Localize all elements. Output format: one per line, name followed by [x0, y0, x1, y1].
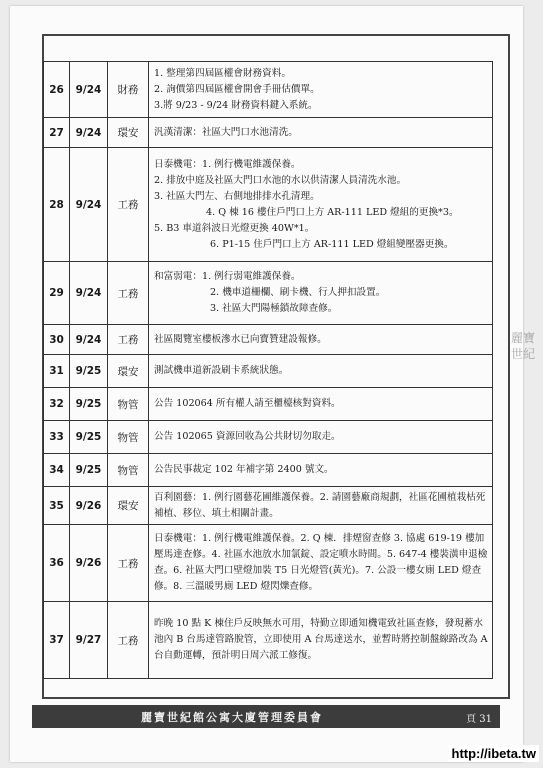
table-row: [44, 62, 493, 118]
description-line: 社區閱覽室樓板滲水已向寶贊建設報修。: [154, 333, 327, 345]
row-number: 28: [44, 148, 70, 262]
description-line: 公告民事裁定 102 年補字第 2400 號文。: [154, 464, 334, 475]
description-line: 3.將 9/23 - 9/24 財務資料鍵入系統。: [154, 99, 318, 111]
description-line: 日泰機電：1. 例行機電維護保養。: [154, 158, 301, 170]
row-number: 29: [44, 262, 70, 325]
row-description: [149, 355, 493, 388]
row-date: 9/27: [70, 602, 108, 679]
description-line: 日泰機電：1. 例行機電維護保養。2. Q 棟．排煙窗查修 3. 協處 619-19 樓加壓馬達查修。4. 社區水池放水加氯錠、設定噴水時間。5. 647-4 樓裝潢申退檢查。6. 社區大門口壁燈加裝 T5 日光燈管(黃光)。7. 公設一樓女廁 LED 燈查修。8. 三溫暖男廁 LED 燈閃爍查修。: [154, 533, 488, 592]
row-description: [149, 118, 493, 148]
row-category: 工務: [108, 602, 149, 679]
row-date: 9/26: [70, 525, 108, 602]
table-row: [44, 602, 493, 679]
row-date: 9/26: [70, 487, 108, 525]
row-category: 環安: [108, 487, 149, 525]
row-description: [149, 454, 493, 487]
table-row: [44, 454, 493, 487]
row-date: 9/24: [70, 118, 108, 148]
row-description: [149, 148, 493, 262]
row-date: 9/25: [70, 421, 108, 454]
description-line: 3. 社區大門陽極鎖故障查修。: [210, 303, 338, 314]
table-row: [44, 325, 493, 355]
description-line: 測試機車道新設刷卡系統狀態。: [154, 365, 289, 376]
work-log-table: [43, 61, 493, 679]
row-number: 31: [44, 355, 70, 388]
table-row: [44, 421, 493, 454]
row-date: 9/25: [70, 388, 108, 421]
table-row: [44, 525, 493, 602]
table-row: [44, 355, 493, 388]
row-date: 9/25: [70, 454, 108, 487]
description-line: 4. Q 棟 16 樓住戶門口上方 AR-111 LED 燈組的更換*3。: [206, 206, 459, 218]
row-date: 9/25: [70, 355, 108, 388]
row-category: 物管: [108, 421, 149, 454]
site-watermark: http://ibeta.tw: [449, 745, 540, 762]
description-line: 6. P1-15 住戶門口上方 AR-111 LED 燈組變壓器更換。: [210, 238, 454, 250]
row-category: 工務: [108, 262, 149, 325]
table-row: [44, 148, 493, 262]
description-line: 2. 排放中庭及社區大門口水池的水以供清潔人員清洗水池。: [154, 174, 407, 186]
row-category: 財務: [108, 62, 149, 118]
row-number: 34: [44, 454, 70, 487]
table-row: [44, 487, 493, 525]
description-line: 汎漢清潔：社區大門口水池清洗。: [154, 126, 298, 138]
row-description: [149, 525, 493, 602]
description-line: 2. 機車道柵欄、刷卡機、行人押扣設置。: [210, 287, 386, 298]
row-category: 工務: [108, 525, 149, 602]
description-line: 公告 102065 資源回收為公共財切勿取走。: [154, 431, 341, 442]
description-line: 和富弱電：1. 例行弱電維護保養。: [154, 271, 301, 282]
row-date: 9/24: [70, 325, 108, 355]
row-category: 物管: [108, 388, 149, 421]
row-description: [149, 388, 493, 421]
row-number: 35: [44, 487, 70, 525]
table-row: [44, 118, 493, 148]
row-description: [149, 62, 493, 118]
row-description: [149, 325, 493, 355]
row-number: 33: [44, 421, 70, 454]
description-line: 公告 102064 所有權人請至櫃檯核對資料。: [154, 398, 341, 409]
table-row: [44, 262, 493, 325]
side-stamp: 麗寶世紀: [511, 331, 536, 361]
row-description: [149, 487, 493, 525]
footer-title: 麗寶世紀館公寓大廈管理委員會: [141, 711, 323, 724]
description-line: 2. 詢價第四屆區權會開會手冊估價單。: [154, 83, 320, 95]
row-number: 32: [44, 388, 70, 421]
row-category: 工務: [108, 325, 149, 355]
description-line: 1. 整理第四屆區權會財務資料。: [154, 67, 291, 79]
row-description: [149, 602, 493, 679]
row-date: 9/24: [70, 262, 108, 325]
row-number: 26: [44, 62, 70, 118]
row-date: 9/24: [70, 148, 108, 262]
description-line: 百利園藝：1. 例行園藝花圃維護保養。2. 請園藝廠商規劃，社區花圃植栽枯死補植、移位、填土相關計畫。: [154, 491, 486, 519]
row-number: 36: [44, 525, 70, 602]
row-number: 37: [44, 602, 70, 679]
row-category: 環安: [108, 118, 149, 148]
row-date: 9/24: [70, 62, 108, 118]
footer-bar: [32, 705, 500, 728]
description-line: 5. B3 車道斜波日光燈更換 40W*1。: [154, 222, 315, 234]
description-line: 昨晚 10 點 K 棟住戶反映無水可用，特勤立即通知機電致社區查修，發現蓄水池內 B 台馬達管路脫管，立即使用 A 台馬達送水，並暫時將控制盤線路改為 A 台自動運轉，預計明日周六派工修復。: [154, 618, 488, 661]
row-number: 30: [44, 325, 70, 355]
row-description: [149, 421, 493, 454]
table-row: [44, 388, 493, 421]
description-line: 3. 社區大門左、右側地排排水孔清理。: [154, 190, 320, 202]
row-category: 物管: [108, 454, 149, 487]
page-number: 頁 31: [466, 714, 492, 725]
row-description: [149, 262, 493, 325]
row-category: 環安: [108, 355, 149, 388]
row-category: 工務: [108, 148, 149, 262]
row-number: 27: [44, 118, 70, 148]
